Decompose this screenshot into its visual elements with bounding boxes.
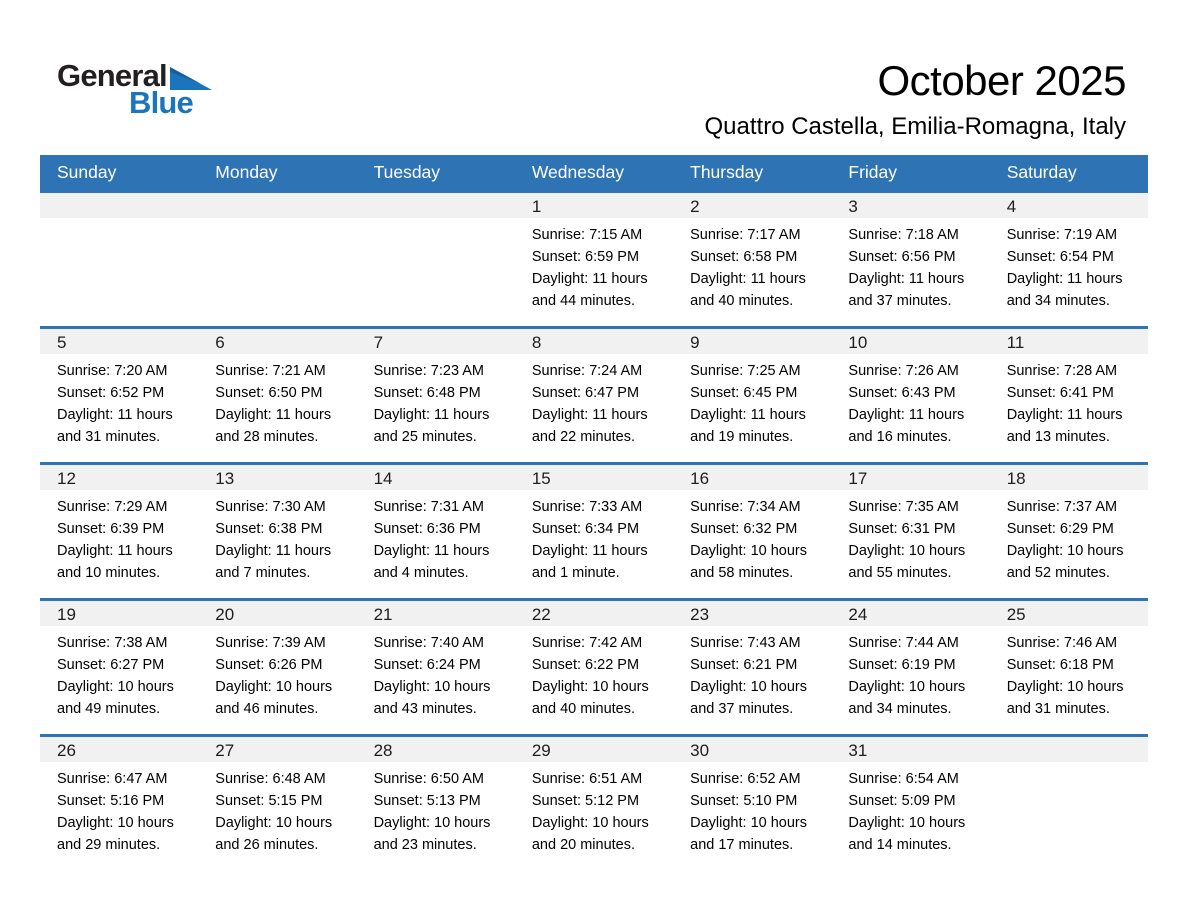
- sunset-text: Sunset: 6:26 PM: [215, 657, 323, 673]
- day-cell: [515, 465, 673, 598]
- daylight-text-line1: Daylight: 11 hours: [215, 543, 332, 559]
- day-details: [515, 490, 673, 584]
- day-number: 4: [990, 193, 1148, 218]
- day-cell: [673, 737, 831, 870]
- week-row: [40, 326, 1148, 462]
- weekday-header-monday: Monday: [215, 162, 278, 182]
- day-number: [40, 193, 198, 218]
- daylight-text-line2: and 19 minutes.: [690, 429, 794, 445]
- day-cell: [990, 193, 1148, 326]
- weekday-header-friday: Friday: [848, 162, 898, 182]
- day-number: 30: [673, 737, 831, 762]
- day-number: 18: [990, 465, 1148, 490]
- day-cell: [831, 737, 989, 870]
- sunset-text: Sunset: 5:13 PM: [373, 793, 481, 809]
- day-number: 10: [831, 329, 989, 354]
- daylight-text-line2: and 55 minutes.: [848, 565, 952, 581]
- weekday-header-wednesday: Wednesday: [531, 162, 624, 182]
- daylight-text-line2: and 1 minute.: [531, 565, 620, 581]
- day-number: 21: [357, 601, 515, 626]
- sunrise-text: Sunrise: 7:15 AM: [531, 227, 643, 243]
- week-row: [40, 190, 1148, 326]
- daylight-text-line2: and 7 minutes.: [215, 565, 311, 581]
- day-details: [198, 354, 356, 448]
- day-details: [40, 490, 198, 584]
- day-number: 29: [515, 737, 673, 762]
- sunset-text: Sunset: 6:27 PM: [57, 657, 165, 673]
- day-cell: [831, 465, 989, 598]
- day-details: [990, 490, 1148, 584]
- day-number: 5: [40, 329, 198, 354]
- empty-day-cell: [357, 193, 515, 326]
- sunset-text: Sunset: 5:12 PM: [531, 793, 640, 809]
- day-details: [40, 626, 198, 720]
- sunset-text: Sunset: 6:58 PM: [690, 249, 798, 265]
- daylight-text-line1: Daylight: 11 hours: [1006, 271, 1123, 287]
- day-number: 3: [831, 193, 989, 218]
- sunset-text: Sunset: 6:38 PM: [215, 521, 323, 537]
- day-details: [831, 490, 989, 584]
- daylight-text-line1: Daylight: 11 hours: [57, 407, 173, 423]
- day-details: [673, 354, 831, 448]
- day-cell: [40, 329, 198, 462]
- sunrise-text: Sunrise: 6:51 AM: [531, 771, 643, 787]
- day-cell: [198, 465, 356, 598]
- daylight-text-line2: and 44 minutes.: [531, 293, 636, 309]
- daylight-text-line1: Daylight: 11 hours: [848, 407, 965, 423]
- day-cell: [357, 737, 515, 870]
- sunrise-text: Sunrise: 7:46 AM: [1006, 635, 1118, 651]
- daylight-text-line1: Daylight: 10 hours: [57, 679, 174, 695]
- daylight-text-line2: and 34 minutes.: [1006, 293, 1110, 309]
- day-details: [831, 626, 989, 720]
- daylight-text-line2: and 52 minutes.: [1006, 565, 1110, 581]
- sunrise-text: Sunrise: 7:39 AM: [215, 635, 326, 651]
- day-details: [831, 218, 989, 312]
- sunrise-text: Sunrise: 6:48 AM: [215, 771, 326, 787]
- daylight-text-line1: Daylight: 10 hours: [1006, 543, 1124, 559]
- day-number: 1: [515, 193, 673, 218]
- daylight-text-line1: Daylight: 10 hours: [57, 815, 174, 831]
- sunrise-text: Sunrise: 7:24 AM: [531, 363, 643, 379]
- daylight-text-line2: and 14 minutes.: [848, 837, 952, 853]
- day-number: 6: [198, 329, 356, 354]
- day-number: 16: [673, 465, 831, 490]
- daylight-text-line2: and 37 minutes.: [690, 701, 794, 717]
- sunset-text: Sunset: 6:39 PM: [57, 521, 165, 537]
- day-number: 22: [515, 601, 673, 626]
- week-row: [40, 734, 1148, 870]
- daylight-text-line1: Daylight: 10 hours: [690, 543, 807, 559]
- day-number: 14: [357, 465, 515, 490]
- day-details: [515, 354, 673, 448]
- day-number: 28: [357, 737, 515, 762]
- daylight-text-line1: Daylight: 10 hours: [531, 815, 649, 831]
- day-details: [40, 354, 198, 448]
- daylight-text-line2: and 43 minutes.: [373, 701, 477, 717]
- day-number: [357, 193, 515, 218]
- sunset-text: Sunset: 6:22 PM: [531, 657, 640, 673]
- daylight-text-line1: Daylight: 10 hours: [848, 815, 966, 831]
- daylight-text-line1: Daylight: 11 hours: [690, 407, 806, 423]
- daylight-text-line1: Daylight: 10 hours: [531, 679, 649, 695]
- daylight-text-line1: Daylight: 10 hours: [690, 679, 807, 695]
- sunset-text: Sunset: 6:24 PM: [373, 657, 481, 673]
- daylight-text-line1: Daylight: 11 hours: [57, 543, 173, 559]
- sunrise-text: Sunrise: 7:34 AM: [690, 499, 801, 515]
- daylight-text-line2: and 23 minutes.: [373, 837, 477, 853]
- daylight-text-line2: and 25 minutes.: [373, 429, 477, 445]
- weekday-header-row: [40, 155, 1148, 190]
- daylight-text-line2: and 58 minutes.: [690, 565, 794, 581]
- day-cell: [831, 329, 989, 462]
- day-details: [357, 626, 515, 720]
- sunrise-text: Sunrise: 6:52 AM: [690, 771, 801, 787]
- day-number: 13: [198, 465, 356, 490]
- daylight-text-line1: Daylight: 10 hours: [848, 679, 966, 695]
- daylight-text-line1: Daylight: 11 hours: [531, 543, 648, 559]
- day-number: 31: [831, 737, 989, 762]
- daylight-text-line1: Daylight: 10 hours: [215, 815, 333, 831]
- calendar-grid: [40, 190, 1148, 870]
- daylight-text-line1: Daylight: 10 hours: [373, 815, 491, 831]
- daylight-text-line1: Daylight: 10 hours: [373, 679, 491, 695]
- weekday-header-thursday: Thursday: [690, 162, 764, 182]
- location-subtitle: Quattro Castella, Emilia-Romagna, Italy: [704, 113, 1126, 141]
- sunrise-text: Sunrise: 6:54 AM: [848, 771, 959, 787]
- empty-day-cell: [990, 737, 1148, 870]
- day-number: 27: [198, 737, 356, 762]
- calendar-table: [40, 155, 1148, 870]
- day-cell: [515, 601, 673, 734]
- day-cell: [515, 737, 673, 870]
- sunrise-text: Sunrise: 7:21 AM: [215, 363, 326, 379]
- daylight-text-line1: Daylight: 10 hours: [215, 679, 333, 695]
- sunrise-text: Sunrise: 7:29 AM: [57, 499, 168, 515]
- day-details: [357, 762, 515, 856]
- day-details: [673, 218, 831, 312]
- sunset-text: Sunset: 6:34 PM: [531, 521, 640, 537]
- sunrise-text: Sunrise: 7:19 AM: [1006, 227, 1118, 243]
- day-number: 25: [990, 601, 1148, 626]
- day-cell: [40, 601, 198, 734]
- sunrise-text: Sunrise: 7:28 AM: [1006, 363, 1118, 379]
- day-details: [198, 490, 356, 584]
- day-cell: [515, 329, 673, 462]
- daylight-text-line1: Daylight: 10 hours: [690, 815, 807, 831]
- day-number: 23: [673, 601, 831, 626]
- sunrise-text: Sunrise: 7:31 AM: [373, 499, 484, 515]
- daylight-text-line2: and 22 minutes.: [531, 429, 636, 445]
- weekday-header-saturday: Saturday: [1006, 162, 1077, 182]
- logo-word-general: General: [57, 58, 167, 93]
- day-cell: [673, 193, 831, 326]
- sunrise-text: Sunrise: 7:30 AM: [215, 499, 326, 515]
- day-details: [990, 218, 1148, 312]
- sunrise-text: Sunrise: 7:35 AM: [848, 499, 959, 515]
- day-cell: [990, 329, 1148, 462]
- day-cell: [515, 193, 673, 326]
- sunset-text: Sunset: 6:48 PM: [373, 385, 481, 401]
- sunset-text: Sunset: 6:56 PM: [848, 249, 956, 265]
- daylight-text-line1: Daylight: 11 hours: [1006, 407, 1123, 423]
- month-year-title: October 2025: [877, 57, 1126, 104]
- sunrise-text: Sunrise: 7:37 AM: [1006, 499, 1118, 515]
- daylight-text-line2: and 16 minutes.: [848, 429, 952, 445]
- sunset-text: Sunset: 6:50 PM: [215, 385, 323, 401]
- sunset-text: Sunset: 6:36 PM: [373, 521, 481, 537]
- daylight-text-line2: and 13 minutes.: [1006, 429, 1110, 445]
- day-number: 15: [515, 465, 673, 490]
- daylight-text-line1: Daylight: 10 hours: [848, 543, 966, 559]
- day-details: [673, 626, 831, 720]
- daylight-text-line2: and 46 minutes.: [215, 701, 319, 717]
- daylight-text-line2: and 10 minutes.: [57, 565, 161, 581]
- daylight-text-line1: Daylight: 11 hours: [215, 407, 332, 423]
- daylight-text-line1: Daylight: 11 hours: [373, 543, 490, 559]
- day-details: [990, 626, 1148, 720]
- sunset-text: Sunset: 6:31 PM: [848, 521, 956, 537]
- daylight-text-line2: and 40 minutes.: [690, 293, 794, 309]
- daylight-text-line2: and 34 minutes.: [848, 701, 952, 717]
- day-cell: [673, 465, 831, 598]
- day-number: 26: [40, 737, 198, 762]
- day-cell: [357, 329, 515, 462]
- daylight-text-line1: Daylight: 10 hours: [1006, 679, 1124, 695]
- day-cell: [198, 737, 356, 870]
- sunrise-text: Sunrise: 7:25 AM: [690, 363, 801, 379]
- daylight-text-line1: Daylight: 11 hours: [531, 271, 648, 287]
- sunset-text: Sunset: 5:16 PM: [57, 793, 165, 809]
- daylight-text-line1: Daylight: 11 hours: [690, 271, 806, 287]
- daylight-text-line2: and 4 minutes.: [373, 565, 469, 581]
- sunrise-text: Sunrise: 7:42 AM: [531, 635, 643, 651]
- sunrise-text: Sunrise: 7:38 AM: [57, 635, 168, 651]
- sunrise-text: Sunrise: 7:44 AM: [848, 635, 959, 651]
- sunrise-text: Sunrise: 6:50 AM: [373, 771, 484, 787]
- day-cell: [198, 601, 356, 734]
- sunset-text: Sunset: 6:47 PM: [531, 385, 640, 401]
- sunset-text: Sunset: 6:29 PM: [1006, 521, 1114, 537]
- sunset-text: Sunset: 6:19 PM: [848, 657, 956, 673]
- daylight-text-line1: Daylight: 11 hours: [373, 407, 490, 423]
- daylight-text-line2: and 49 minutes.: [57, 701, 161, 717]
- sunset-text: Sunset: 6:18 PM: [1006, 657, 1114, 673]
- day-number: 11: [990, 329, 1148, 354]
- day-details: [357, 354, 515, 448]
- sunrise-text: Sunrise: 7:18 AM: [848, 227, 959, 243]
- day-cell: [990, 465, 1148, 598]
- sunset-text: Sunset: 6:41 PM: [1006, 385, 1114, 401]
- daylight-text-line2: and 17 minutes.: [690, 837, 794, 853]
- day-details: [40, 762, 198, 856]
- day-cell: [357, 465, 515, 598]
- day-details: [831, 354, 989, 448]
- day-number: 12: [40, 465, 198, 490]
- day-details: [357, 490, 515, 584]
- daylight-text-line2: and 37 minutes.: [848, 293, 952, 309]
- sunset-text: Sunset: 6:45 PM: [690, 385, 798, 401]
- weekday-header-sunday: Sunday: [57, 162, 117, 182]
- daylight-text-line2: and 40 minutes.: [531, 701, 636, 717]
- day-cell: [40, 737, 198, 870]
- day-number: 2: [673, 193, 831, 218]
- day-details: [515, 626, 673, 720]
- day-cell: [673, 329, 831, 462]
- sunrise-text: Sunrise: 7:33 AM: [531, 499, 643, 515]
- day-details: [673, 762, 831, 856]
- sunrise-text: Sunrise: 6:47 AM: [57, 771, 168, 787]
- day-details: [198, 626, 356, 720]
- daylight-text-line1: Daylight: 11 hours: [531, 407, 648, 423]
- sunset-text: Sunset: 6:32 PM: [690, 521, 798, 537]
- daylight-text-line2: and 29 minutes.: [57, 837, 161, 853]
- day-details: [198, 762, 356, 856]
- day-cell: [673, 601, 831, 734]
- day-cell: [990, 601, 1148, 734]
- sunrise-text: Sunrise: 7:26 AM: [848, 363, 959, 379]
- day-number: 8: [515, 329, 673, 354]
- empty-day-cell: [198, 193, 356, 326]
- day-number: 7: [357, 329, 515, 354]
- sunset-text: Sunset: 6:21 PM: [690, 657, 798, 673]
- empty-day-cell: [40, 193, 198, 326]
- daylight-text-line2: and 28 minutes.: [215, 429, 319, 445]
- daylight-text-line2: and 31 minutes.: [1006, 701, 1110, 717]
- day-details: [515, 762, 673, 856]
- sunset-text: Sunset: 6:59 PM: [531, 249, 640, 265]
- sunset-text: Sunset: 5:15 PM: [215, 793, 323, 809]
- daylight-text-line2: and 26 minutes.: [215, 837, 319, 853]
- daylight-text-line2: and 20 minutes.: [531, 837, 636, 853]
- day-number: [198, 193, 356, 218]
- sunset-text: Sunset: 6:52 PM: [57, 385, 165, 401]
- sunset-text: Sunset: 5:09 PM: [848, 793, 956, 809]
- day-details: [673, 490, 831, 584]
- day-cell: [40, 465, 198, 598]
- day-number: 17: [831, 465, 989, 490]
- logo-word-blue: Blue: [129, 85, 193, 120]
- sunrise-text: Sunrise: 7:40 AM: [373, 635, 484, 651]
- day-number: 19: [40, 601, 198, 626]
- general-blue-logo: [57, 60, 212, 118]
- week-row: [40, 462, 1148, 598]
- sunset-text: Sunset: 6:43 PM: [848, 385, 956, 401]
- day-number: [990, 737, 1148, 762]
- title-block: [705, 58, 1127, 141]
- day-details: [831, 762, 989, 856]
- day-number: 24: [831, 601, 989, 626]
- day-cell: [198, 329, 356, 462]
- sunrise-text: Sunrise: 7:17 AM: [690, 227, 801, 243]
- sunrise-text: Sunrise: 7:43 AM: [690, 635, 801, 651]
- day-cell: [357, 601, 515, 734]
- sunset-text: Sunset: 6:54 PM: [1006, 249, 1114, 265]
- day-cell: [831, 193, 989, 326]
- sunset-text: Sunset: 5:10 PM: [690, 793, 798, 809]
- day-details: [515, 218, 673, 312]
- day-details: [990, 354, 1148, 448]
- day-cell: [831, 601, 989, 734]
- daylight-text-line2: and 31 minutes.: [57, 429, 161, 445]
- sunrise-text: Sunrise: 7:23 AM: [373, 363, 484, 379]
- day-number: 20: [198, 601, 356, 626]
- day-number: 9: [673, 329, 831, 354]
- daylight-text-line1: Daylight: 11 hours: [848, 271, 965, 287]
- week-row: [40, 598, 1148, 734]
- weekday-header-tuesday: Tuesday: [373, 162, 441, 182]
- sunrise-text: Sunrise: 7:20 AM: [57, 363, 168, 379]
